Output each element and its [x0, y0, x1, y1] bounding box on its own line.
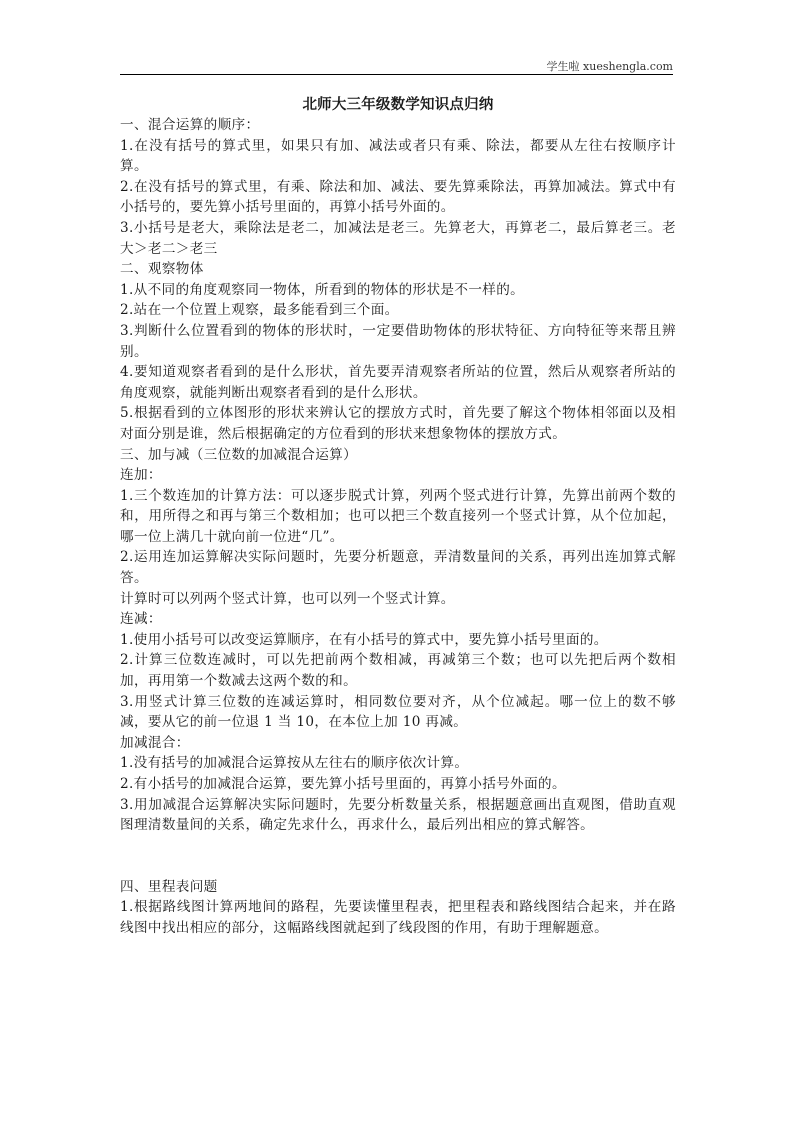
- paragraph: 1.没有括号的加减混合运算按从左往右的顺序依次计算。: [120, 755, 469, 772]
- paragraph: 2.运用连加运算解决实际问题时，先要分析题意，弄清数量间的关系，再列出连加算式解答。: [120, 549, 676, 587]
- paragraph: 2.计算三位数连减时，可以先把前两个数相减，再减第三个数；也可以先把后两个数相加，再用第一个数减去这两个数的和。: [120, 652, 676, 690]
- paragraph: 1.三个数连加的计算方法：可以逐步脱式计算，列两个竖式进行计算，先算出前两个数的和，用所得之和再与第三个数相加；也可以把三个数直接列一个竖式计算，从个位加起，哪一位上满几十就向前一位进“几”。: [120, 487, 676, 545]
- paragraph: 3.判断什么位置看到的物体的形状时，一定要借助物体的形状特征、方向特征等来帮且辨别。: [120, 322, 676, 360]
- subsection-label: 连加：: [120, 467, 162, 484]
- subsection-label: 加减混合：: [120, 734, 190, 751]
- paragraph: 1.在没有括号的算式里，如果只有加、减法或者只有乘、除法，都要从左往右按顺序计算。: [120, 137, 676, 175]
- header-divider: [120, 74, 673, 75]
- paragraph: 2.有小括号的加减混合运算，要先算小括号里面的，再算小括号外面的。: [120, 776, 566, 792]
- paragraph: 3.用竖式计算三位数的连减运算时，相同数位要对齐，从个位减起。哪一位上的数不够减，要从它的前一位退 1 当 10，在本位上加 10 再减。: [120, 693, 676, 731]
- paragraph: 计算时可以列两个竖式计算，也可以列一个竖式计算。: [120, 590, 455, 607]
- paragraph: 1.根据路线图计算两地间的路程，先要读懂里程表，把里程表和路线图结合起来，并在路线图中找出相应的部分，这幅路线图就起到了线段图的作用，有助于理解题意。: [120, 899, 676, 936]
- section-heading: 二、观察物体: [120, 261, 204, 278]
- paragraph: 3.用加减混合运算解决实际问题时，先要分析数量关系，根据题意画出直观图，借助直观图理清数量间的关系，确定先求什么，再求什么，最后列出相应的算式解答。: [120, 796, 676, 834]
- subsection-label: 连减：: [120, 611, 162, 628]
- section-heading: 四、里程表问题: [120, 878, 218, 895]
- document-title: 北师大三年级数学知识点归纳: [302, 96, 494, 113]
- document-body: [120, 94, 676, 939]
- paragraph: 5.根据看到的立体图形的形状来辨认它的摆放方式时，首先要了解这个物体相邻面以及相对面分别是谁，然后根据确定的方位看到的形状来想象物体的摆放方式。: [120, 405, 676, 442]
- paragraph: 1.从不同的角度观察同一物体，所看到的物体的形状是不一样的。: [120, 281, 525, 298]
- paragraph: 1.使用小括号可以改变运算顺序，在有小括号的算式中，要先算小括号里面的。: [120, 631, 608, 648]
- section-heading: 一、混合运算的顺序：: [120, 117, 260, 133]
- paragraph: 2.站在一个位置上观察，最多能看到三个面。: [120, 302, 399, 319]
- paragraph: 3.小括号是老大，乘除法是老二，加减法是老三。先算老大，再算老二，最后算老三。老大＞老二＞老三: [120, 219, 676, 257]
- paragraph: 2.在没有括号的算式里，有乘、除法和加、减法、要先算乘除法，再算加减法。算式中有小括号的，要先算小括号里面的，再算小括号外面的。: [120, 178, 676, 216]
- section-heading: 三、加与减（三位数的加减混合运算）: [120, 446, 358, 463]
- paragraph: 4.要知道观察者看到的是什么形状，首先要弄清观察者所站的位置，然后从观察者所站的角度观察，就能判断出观察者看到的是什么形状。: [120, 364, 676, 401]
- site-header: 学生啦 xueshengla.com: [546, 60, 673, 73]
- spacer: [120, 836, 676, 877]
